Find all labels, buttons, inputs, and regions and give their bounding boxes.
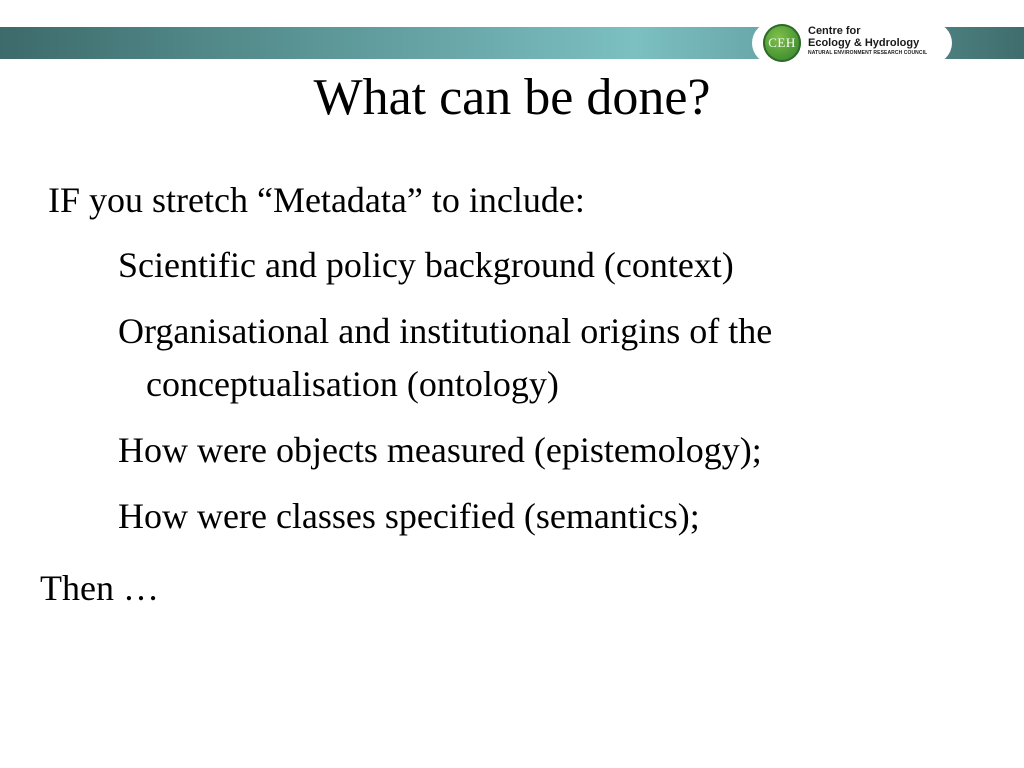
logo-name-line2: Ecology & Hydrology: [808, 37, 920, 49]
bullet-origins: Organisational and institutional origins of the: [118, 311, 773, 351]
logo-name-line1: Centre for: [808, 25, 861, 37]
bullet-semantics: How were classes specified (semantics);: [118, 496, 700, 536]
outro-text: Then …: [40, 568, 159, 608]
bullet-epistemology: How were objects measured (epistemology);: [118, 430, 762, 470]
intro-text: IF you stretch “Metadata” to include:: [48, 180, 585, 220]
slide-title: What can be done?: [313, 69, 711, 126]
logo-org-line: NATURAL ENVIRONMENT RESEARCH COUNCIL: [808, 50, 928, 56]
logo-wordmark: [808, 25, 950, 58]
bullet-origins-continued: conceptualisation (ontology): [146, 364, 559, 404]
ceh-logo-emblem: [763, 24, 801, 62]
logo-emblem-text: CEH: [768, 35, 796, 50]
bullet-context: Scientific and policy background (context): [118, 245, 734, 285]
